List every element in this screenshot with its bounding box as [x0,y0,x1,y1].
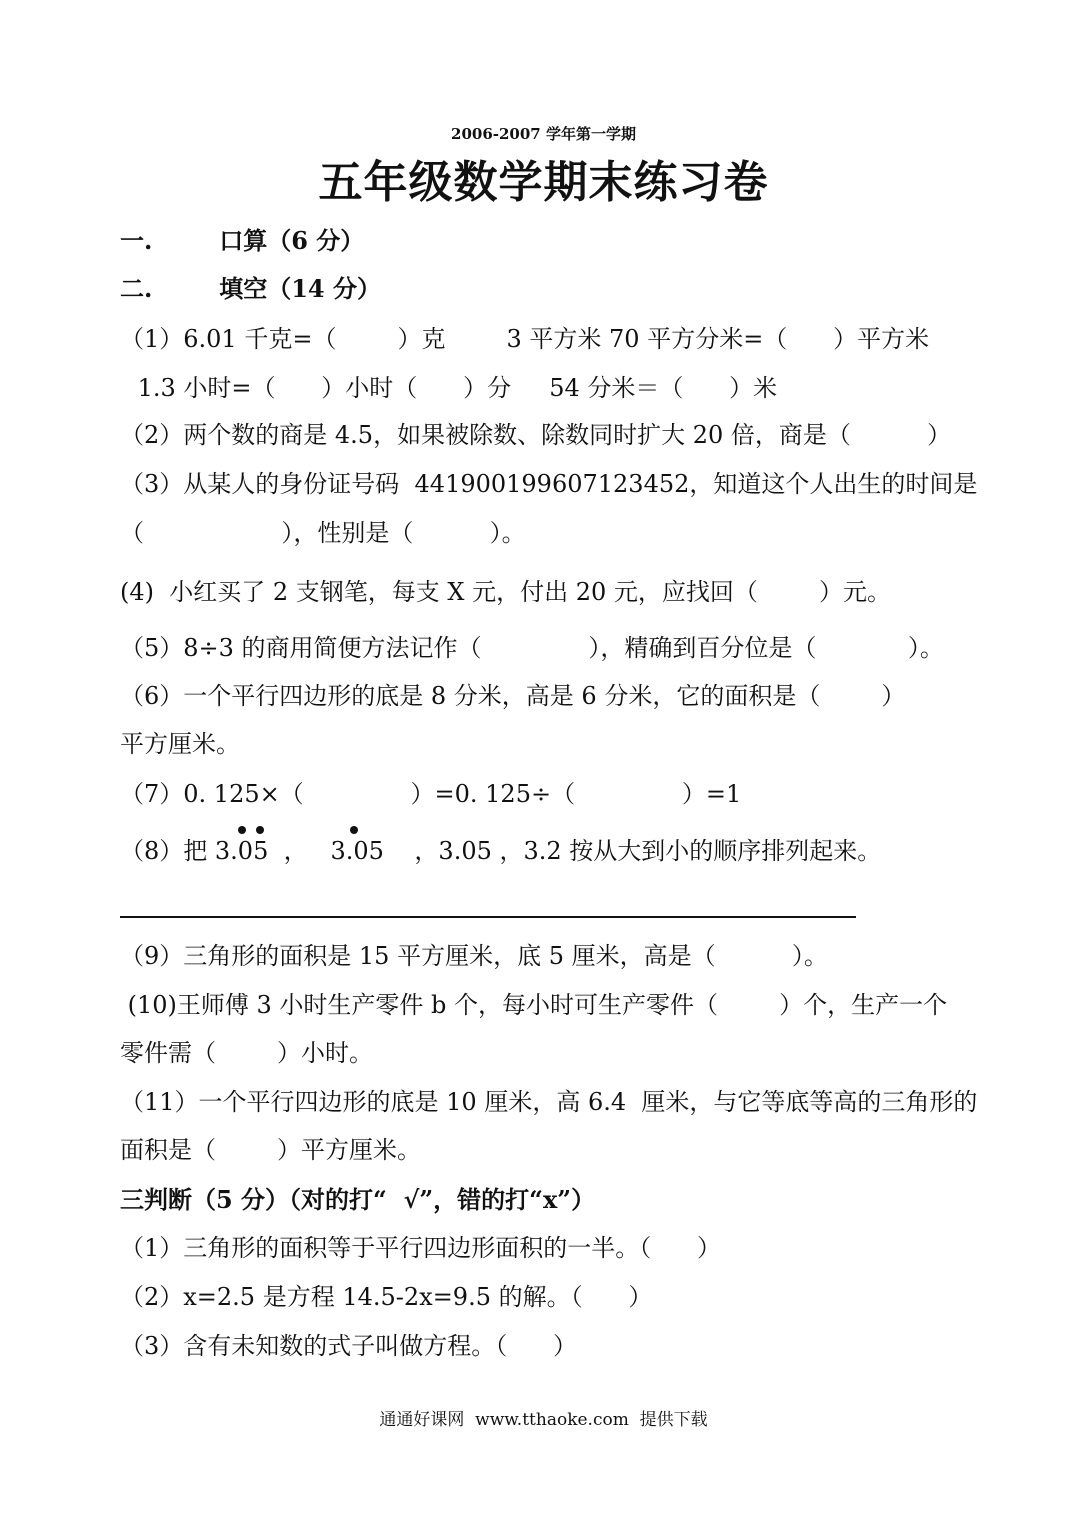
question-2: （2）两个数的商是 4.5，如果被除数、除数同时扩大 20 倍，商是（ ） [120,421,952,449]
question-4: (4) 小红买了 2 支钢笔，每支 X 元，付出 20 元，应找回（ ）元。 [120,578,891,606]
question-1-line-1: （1）6.01 千克=（ ）克 3 平方米 70 平方分米=（ ）平方米 [120,325,930,353]
repeating-decimal-dot [238,826,246,834]
repeating-decimal-dot [350,826,358,834]
question-3-line-2: （ ），性别是（ ）。 [120,519,526,547]
question-7: （7）0. 125×（ ）=0. 125÷（ ）=1 [120,780,742,808]
judgment-1: （1）三角形的面积等于平行四边形面积的一半。（ ） [120,1234,722,1262]
question-1-line-2: 1.3 小时=（ ）小时（ ）分 54 分米＝（ ）米 [130,374,778,402]
judgment-3: （3）含有未知数的式子叫做方程。（ ） [120,1332,578,1360]
judgment-2: （2）x=2.5 是方程 14.5-2x=9.5 的解。（ ） [120,1283,653,1311]
school-year-subtitle: 2006-2007 学年第一学期 [451,125,636,143]
section-1-heading: 一. 口算（6 分） [120,226,365,255]
repeating-decimal-dot [256,826,264,834]
question-6-line-2: 平方厘米。 [120,730,240,758]
question-8: （8）把 3.05 ， 3.05 ，3.05 ，3.2 按从大到小的顺序排列起来。 [120,837,882,865]
question-6-line-1: （6）一个平行四边形的底是 8 分米，高是 6 分米，它的面积是（ ） [120,682,906,710]
question-11-line-1: （11）一个平行四边形的底是 10 厘米，高 6.4 厘米，与它等底等高的三角形的 [120,1088,978,1116]
question-10-line-2: 零件需（ ）小时。 [120,1039,374,1067]
page-title: 五年级数学期末练习卷 [318,157,769,208]
section-3-heading: 三判断（5 分）（对的打“ √”，错的打“x”） [120,1185,596,1214]
section-2-heading: 二. 填空（14 分） [120,274,381,303]
question-9: （9）三角形的面积是 15 平方厘米，底 5 厘米，高是（ ）。 [120,942,828,970]
page-footer: 通通好课网 www.tthaoke.com 提供下载 [379,1410,708,1430]
answer-line [120,916,856,918]
question-11-line-2: 面积是（ ）平方厘米。 [120,1136,422,1164]
question-3-line-1: （3）从某人的身份证号码 441900199607123452，知道这个人出生的时间是 [120,470,978,498]
question-5: （5）8÷3 的商用简便方法记作（ ），精确到百分位是（ ）。 [120,634,944,662]
question-10-line-1: (10)王师傅 3 小时生产零件 b 个，每小时可生产零件（ ）个，生产一个 [120,991,948,1019]
